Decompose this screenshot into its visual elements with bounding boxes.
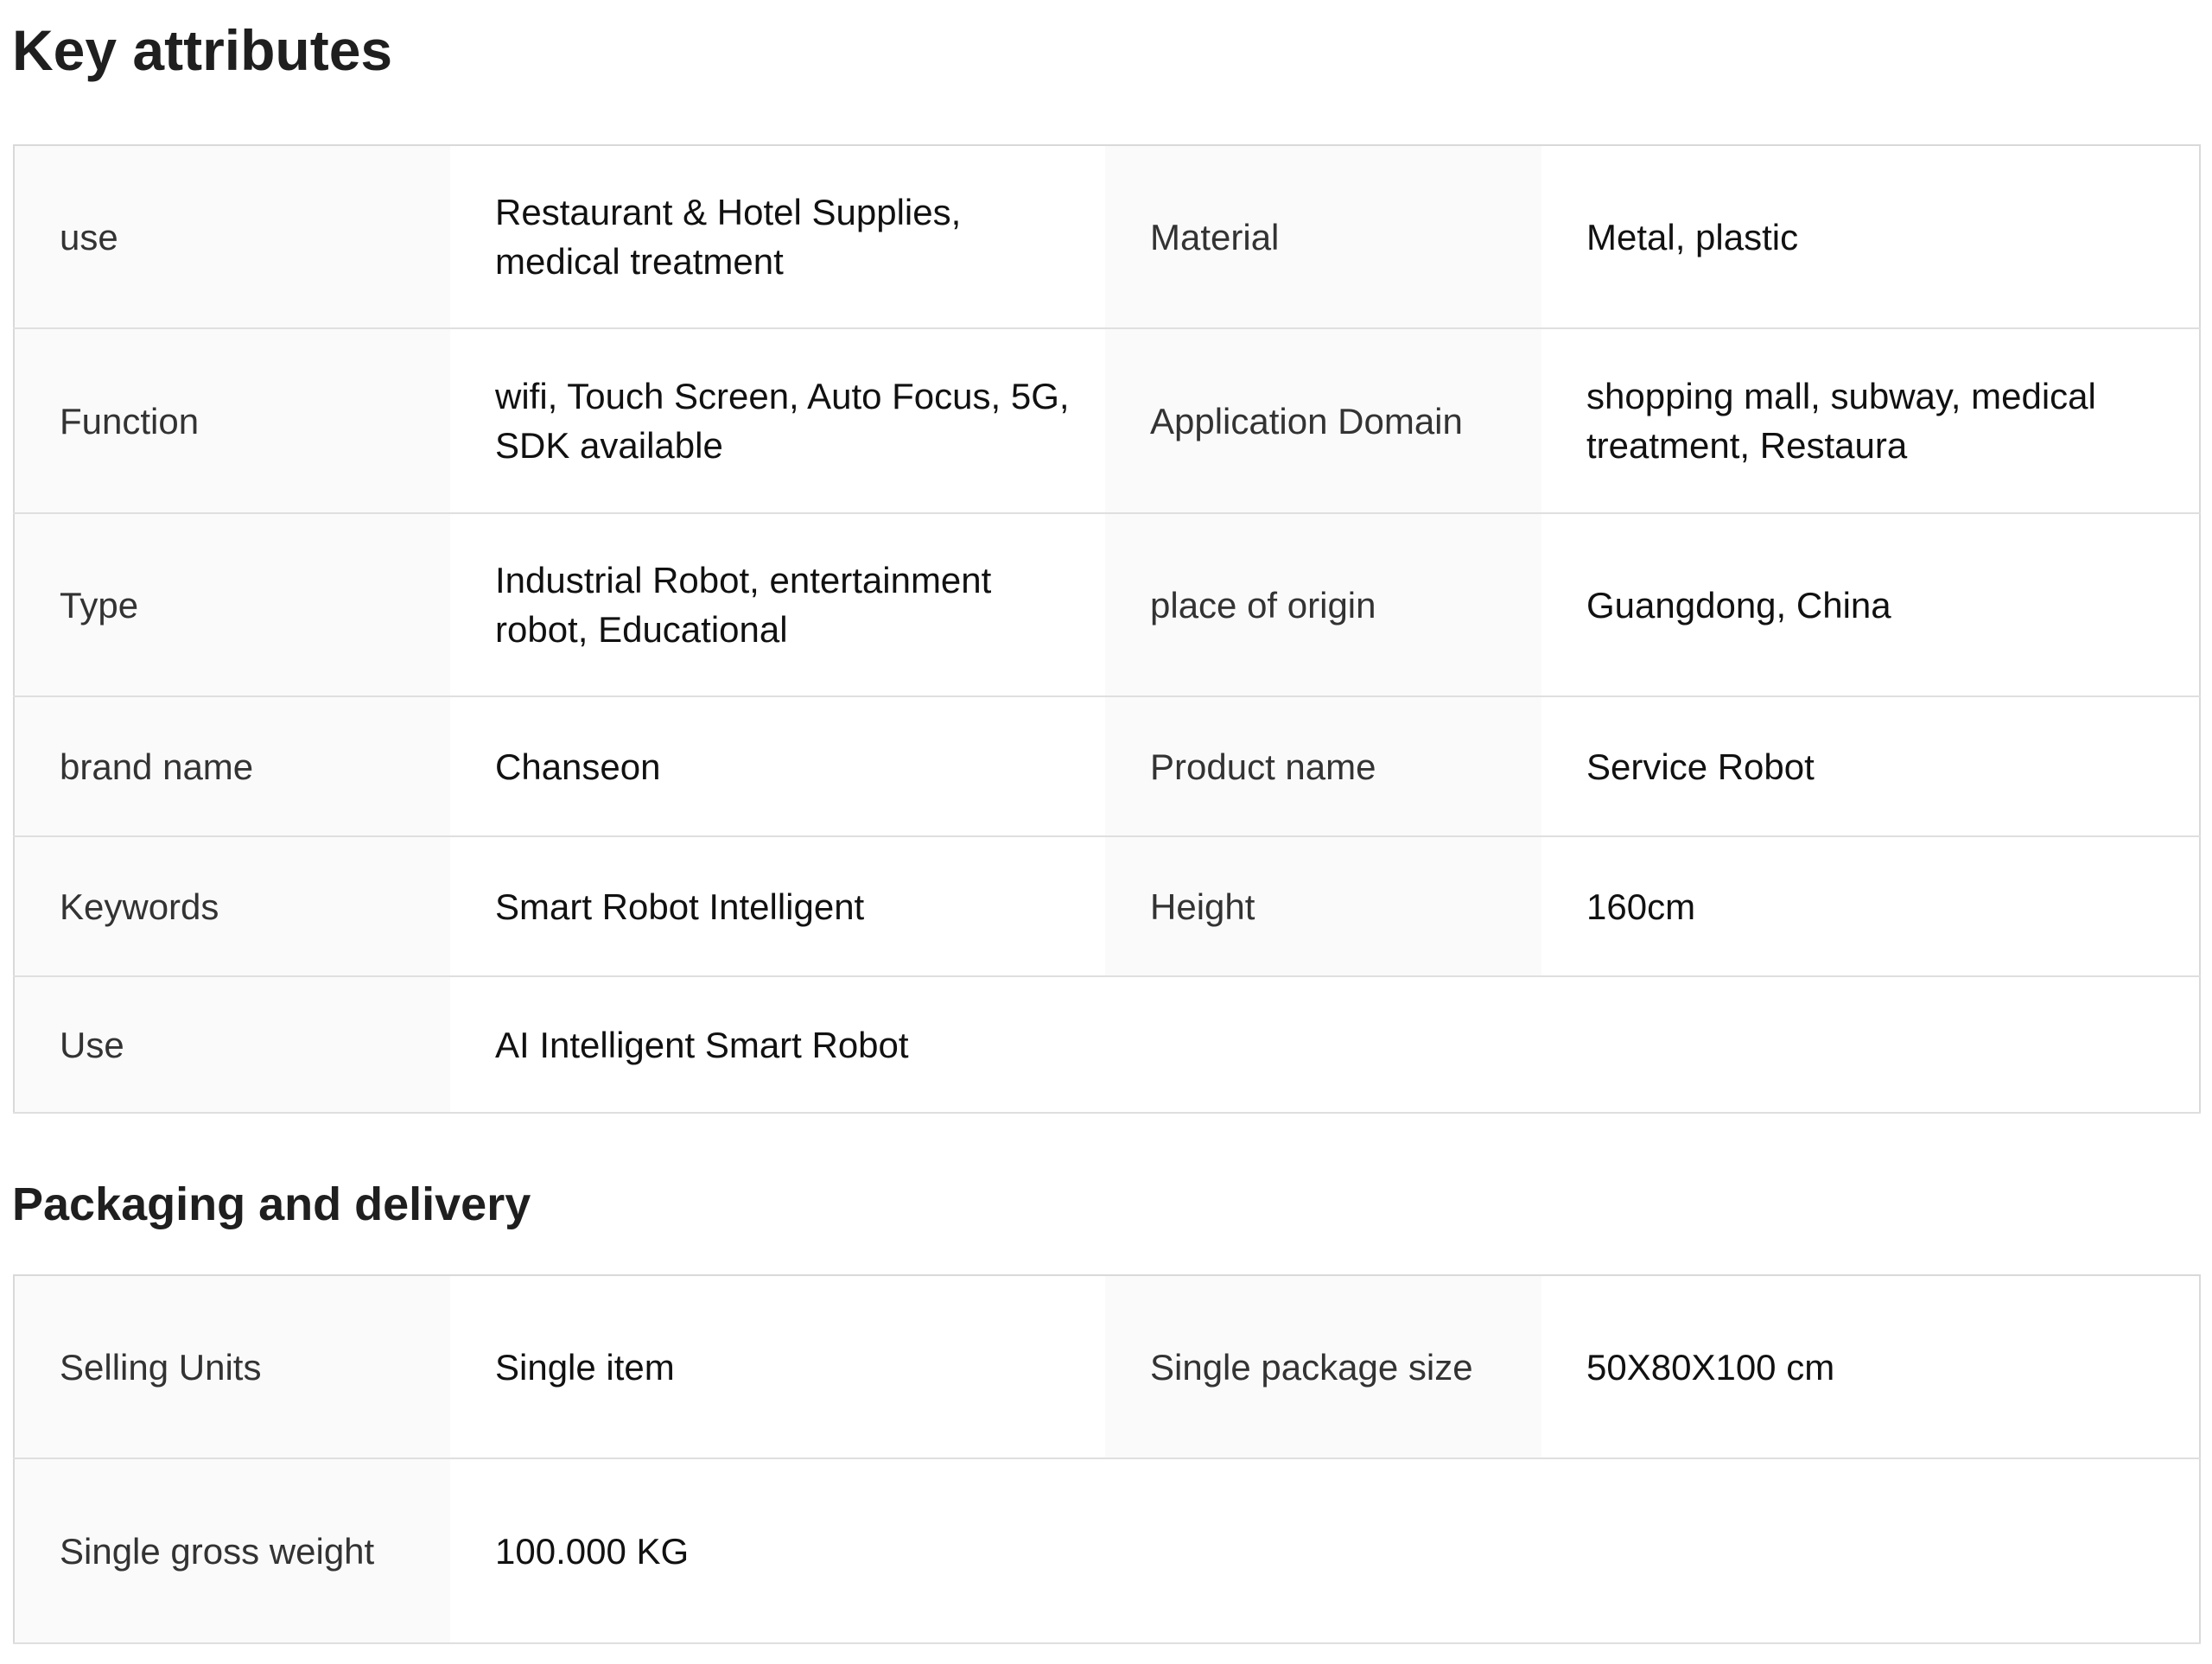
attribute-label: brand name <box>14 696 450 836</box>
key-attributes-table <box>13 144 2201 1114</box>
attribute-label: Selling Units <box>14 1275 450 1458</box>
attribute-value: Chanseon <box>450 696 1105 836</box>
attribute-row <box>14 976 2200 1113</box>
key-attributes-title: Key attributes <box>12 18 393 82</box>
attribute-label: Type <box>14 513 450 696</box>
attribute-value: 160cm <box>1541 836 2200 976</box>
attribute-label <box>1105 1458 1541 1643</box>
attribute-value: 100.000 KG <box>450 1458 1105 1643</box>
attribute-label: Material <box>1105 145 1541 328</box>
attribute-label: Single gross weight <box>14 1458 450 1643</box>
attribute-row <box>14 1275 2200 1458</box>
attribute-row <box>14 145 2200 328</box>
attribute-label <box>1105 976 1541 1113</box>
attribute-value: Restaurant & Hotel Supplies, medical treatment <box>450 145 1105 328</box>
attribute-label: Height <box>1105 836 1541 976</box>
attribute-row <box>14 696 2200 836</box>
attribute-label: Keywords <box>14 836 450 976</box>
attribute-value: Industrial Robot, entertainment robot, Educational <box>450 513 1105 696</box>
attribute-value: wifi, Touch Screen, Auto Focus, 5G, SDK available <box>450 328 1105 513</box>
attribute-label: Product name <box>1105 696 1541 836</box>
attribute-value: Metal, plastic <box>1541 145 2200 328</box>
attribute-row <box>14 1458 2200 1643</box>
attribute-value: 50X80X100 cm <box>1541 1275 2200 1458</box>
attribute-value: Single item <box>450 1275 1105 1458</box>
attribute-label: use <box>14 145 450 328</box>
attribute-row <box>14 513 2200 696</box>
attribute-value: AI Intelligent Smart Robot <box>450 976 1105 1113</box>
attribute-label: Application Domain <box>1105 328 1541 513</box>
attribute-label: Function <box>14 328 450 513</box>
attribute-value <box>1541 1458 2200 1643</box>
attribute-value <box>1541 976 2200 1113</box>
attribute-label: Single package size <box>1105 1275 1541 1458</box>
attribute-value: Service Robot <box>1541 696 2200 836</box>
attribute-row <box>14 836 2200 976</box>
attribute-row <box>14 328 2200 513</box>
attribute-label: place of origin <box>1105 513 1541 696</box>
packaging-table <box>13 1274 2201 1644</box>
attribute-value: shopping mall, subway, medical treatment, Restaura <box>1541 328 2200 513</box>
attribute-value: Guangdong, China <box>1541 513 2200 696</box>
packaging-title: Packaging and delivery <box>12 1178 531 1230</box>
attribute-label: Use <box>14 976 450 1113</box>
attribute-value: Smart Robot Intelligent <box>450 836 1105 976</box>
